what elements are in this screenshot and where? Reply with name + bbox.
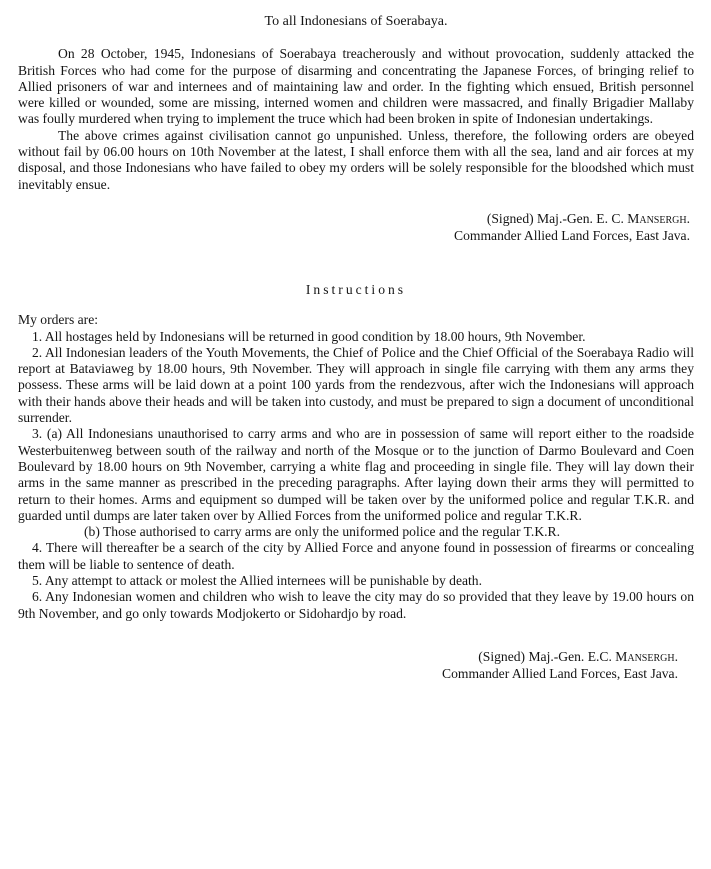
signature-surname: Mansergh. bbox=[615, 648, 678, 664]
signature-prefix: (Signed) Maj.-Gen. E.C. bbox=[478, 648, 616, 664]
letter-paragraph-2: The above crimes against civilisation cannot go unpunished. Unless, therefore, the following orders are obeyed without fail by 06.00 hours on 10th November at the latest, I shall enforce them with all the sea, land and air forces at my disposal, and those Indonesians who have failed to obey my orders will be solely responsible for the bloodshed which must inevitably ensue. bbox=[18, 127, 694, 192]
instructions-heading: Instructions bbox=[305, 281, 407, 297]
signature-prefix: (Signed) Maj.-Gen. E. C. bbox=[486, 210, 628, 226]
signature-title: Commander Allied Land Forces, East Java. bbox=[442, 665, 678, 681]
instructions-signature-block bbox=[18, 648, 694, 682]
letter-paragraph-1: On 28 October, 1945, Indonesians of Soerabaya treacherously and without provocation, suddenly attacked the British Forces who had come for the purpose of disarming and concentrating the Japanese Forces, of bringing relief to Allied prisoners of war and internees and of maintaining law and order. In the fighting which ensued, British personnel were killed or wounded, some are missing, interned women and children were massacred, and finally Brigadier Mallaby was foully murdered when trying to implement the truce which had been broken in spite of Indonesian undertakings. bbox=[18, 46, 694, 127]
orders-intro: My orders are: bbox=[18, 312, 99, 328]
order-item-3b: (b) Those authorised to carry arms are only the uniformed police and the regular T.K.R. bbox=[84, 524, 561, 540]
order-item-1: 1. All hostages held by Indonesians will be returned in good condition by 18.00 hours, 9th November. bbox=[32, 328, 586, 344]
signature-line bbox=[18, 648, 678, 665]
signature-surname: Mansergh. bbox=[627, 210, 690, 226]
order-item-4: 4. There will thereafter be a search of the city by Allied Force and anyone found in possession of firearms or concealing them will be liable to sentence of death. bbox=[18, 540, 694, 572]
document-page bbox=[18, 14, 694, 682]
letter-title: To all Indonesians of Soerabaya. bbox=[264, 14, 448, 29]
signature-title: Commander Allied Land Forces, East Java. bbox=[454, 227, 690, 243]
letter-signature-block bbox=[18, 210, 694, 244]
order-item-2: 2. All Indonesian leaders of the Youth Movements, the Chief of Police and the Chief Official of the Soerabaya Radio will report at Bataviaweg by 18.00 hours, 9th November. They will approach in single file carrying with them any arms they possess. These arms will be laid down at a point 100 yards from the rendezvous, after wich the Indonesians will approach with their hands above their heads and will be taken into custody, and must be prepared to sign a document of unconditional surrender. bbox=[18, 344, 694, 426]
signature-line bbox=[18, 210, 690, 227]
order-item-6: 6. Any Indonesian women and children who wish to leave the city may do so provided that they leave by 19.00 hours on 9th November, and go only towards Modjokerto or Sidohardjo by road. bbox=[18, 589, 694, 621]
order-item-5: 5. Any attempt to attack or molest the Allied internees will be punishable by death. bbox=[32, 573, 483, 589]
order-item-3a: 3. (a) All Indonesians unauthorised to carry arms and who are in possession of same will report either to the roadside Westerbuitenweg between south of the railway and north of the Mosque or to the junction of Darmo Boulevard and Coen Boulevard by 18.00 hours on 9th November, carrying a white flag and proceeding in single file. They will lay down their arms in the same manner as prescribed in the preceding paragraphs. After laying down their arms they will permitted to return to their homes. Arms and equipment so dumped will be taken over by the uniformed police and regular T.K.R. and guarded until dumps are later taken over by Allied Forces from the uniformed police and regular T.K.R. bbox=[18, 426, 694, 523]
